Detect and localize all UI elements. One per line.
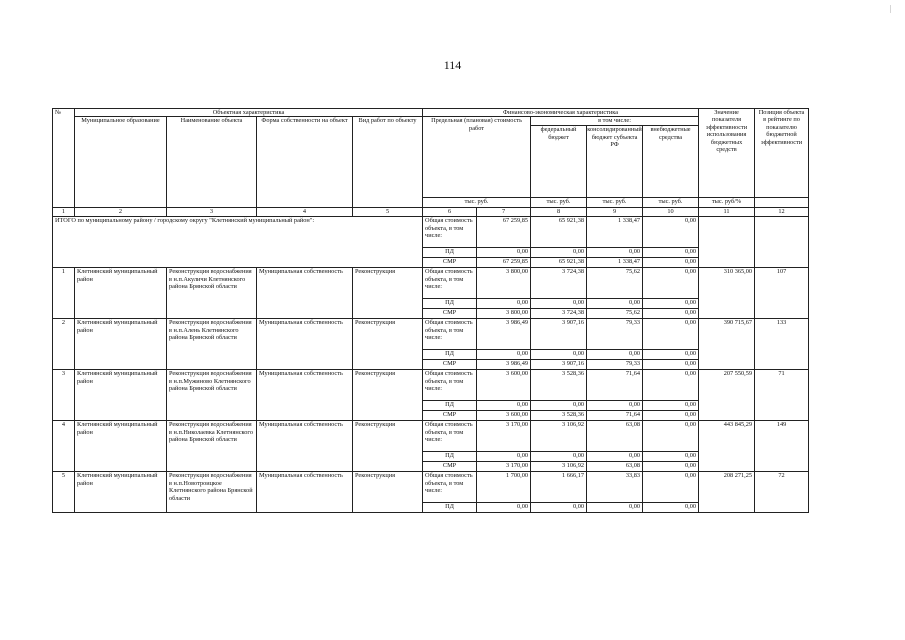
- header-rating: Позиция объекта в рейтинге по показателю бюджетной эффективности: [755, 109, 809, 198]
- object-rating: 133: [755, 319, 809, 370]
- object-extra: 0,00: [643, 421, 699, 452]
- col-index: 1: [53, 208, 75, 217]
- header-no: №: [53, 109, 75, 208]
- object-federal: 0,00: [531, 299, 587, 309]
- object-number: 5: [53, 472, 75, 513]
- total-extra: 0,00: [643, 217, 699, 248]
- object-ownership: Муниципальная собственность: [257, 370, 353, 421]
- scan-mark: |: [890, 4, 892, 13]
- object-cost: 3 800,00: [477, 309, 531, 319]
- object-extra: 0,00: [643, 268, 699, 299]
- object-extra: 0,00: [643, 350, 699, 360]
- object-consolidated: 71,64: [587, 411, 643, 421]
- col-index: 5: [353, 208, 423, 217]
- object-municipality: Клетнянский муниципальный район: [75, 370, 167, 421]
- object-name: Реконструкция водоснабжения в н.п.Алень Клетнянского района Брянской области: [167, 319, 257, 370]
- object-work-type: Реконструкция: [353, 472, 423, 513]
- total-cost: 67 259,85: [477, 217, 531, 248]
- unit-rating: [755, 198, 809, 208]
- object-extra: 0,00: [643, 401, 699, 411]
- object-federal: 0,00: [531, 452, 587, 462]
- total-rating: [755, 217, 809, 268]
- object-cost: 3 800,00: [477, 268, 531, 299]
- object-cost: 3 600,00: [477, 411, 531, 421]
- object-name: Реконструкция водоснабжения в н.п.Новотроицкое Клетнянского района Брянской области: [167, 472, 257, 513]
- object-cost-kind: СМР: [423, 462, 477, 472]
- object-extra: 0,00: [643, 503, 699, 513]
- object-cost: 0,00: [477, 350, 531, 360]
- object-federal: 1 666,17: [531, 472, 587, 503]
- total-extra: 0,00: [643, 258, 699, 268]
- col-index: 10: [643, 208, 699, 217]
- total-kind: СМР: [423, 258, 477, 268]
- col-index: 9: [587, 208, 643, 217]
- object-number: 4: [53, 421, 75, 472]
- col-index: 4: [257, 208, 353, 217]
- col-index: 11: [699, 208, 755, 217]
- object-cost-kind: ПД: [423, 350, 477, 360]
- object-federal: 0,00: [531, 401, 587, 411]
- object-extra: 0,00: [643, 360, 699, 370]
- object-extra: 0,00: [643, 472, 699, 503]
- object-cost-kind: Общая стоимость объекта, в том числе:: [423, 421, 477, 452]
- object-federal: 3 106,92: [531, 462, 587, 472]
- object-work-type: Реконструкция: [353, 370, 423, 421]
- object-consolidated: 75,62: [587, 268, 643, 299]
- object-5-row-general: [53, 472, 809, 503]
- object-name: Реконструкция водоснабжения в н.п.Мужиново Клетнянского района Брянской области: [167, 370, 257, 421]
- object-cost-kind: Общая стоимость объекта, в том числе:: [423, 472, 477, 503]
- object-cost: 0,00: [477, 452, 531, 462]
- object-cost: 3 986,49: [477, 319, 531, 350]
- object-federal: 0,00: [531, 503, 587, 513]
- header-object-name: Наименование объекта: [167, 117, 257, 208]
- object-cost-kind: СМР: [423, 411, 477, 421]
- object-cost-kind: Общая стоимость объекта, в том числе:: [423, 319, 477, 350]
- total-efficiency: [699, 217, 755, 268]
- object-rating: 107: [755, 268, 809, 319]
- object-consolidated: 75,62: [587, 309, 643, 319]
- object-ownership: Муниципальная собственность: [257, 421, 353, 472]
- total-federal: 65 921,38: [531, 258, 587, 268]
- header-row-groups: [53, 109, 809, 117]
- object-federal: 3 907,16: [531, 319, 587, 350]
- header-financial-characteristic: Финансово-экономическая характеристика: [423, 109, 699, 117]
- object-municipality: Клетнянский муниципальный район: [75, 421, 167, 472]
- unit-consolidated: тыс. руб.: [587, 198, 643, 208]
- object-cost: 3 170,00: [477, 462, 531, 472]
- object-name: Реконструкция водоснабжения в н.п.Акуличи Клетнянского района Брянской области: [167, 268, 257, 319]
- object-municipality: Клетнянский муниципальный район: [75, 268, 167, 319]
- object-consolidated: 63,08: [587, 421, 643, 452]
- object-cost: 3 600,00: [477, 370, 531, 401]
- object-federal: 3 528,36: [531, 370, 587, 401]
- object-cost-kind: ПД: [423, 503, 477, 513]
- header-municipality: Муниципальное образование: [75, 117, 167, 208]
- col-index: 6: [423, 208, 477, 217]
- object-cost-kind: СМР: [423, 360, 477, 370]
- object-consolidated: 0,00: [587, 452, 643, 462]
- object-efficiency: 208 271,25: [699, 472, 755, 513]
- object-rating: 71: [755, 370, 809, 421]
- object-extra: 0,00: [643, 319, 699, 350]
- header-incl-group: [531, 117, 699, 198]
- header-efficiency: Значение показателя эффективности использования бюджетных средств: [699, 109, 755, 198]
- object-number: 1: [53, 268, 75, 319]
- object-ownership: Муниципальная собственность: [257, 319, 353, 370]
- unit-federal: тыс. руб.: [531, 198, 587, 208]
- object-cost-kind: ПД: [423, 452, 477, 462]
- total-kind: ПД: [423, 248, 477, 258]
- total-federal: 65 921,38: [531, 217, 587, 248]
- object-1-row-general: [53, 268, 809, 299]
- object-cost: 3 170,00: [477, 421, 531, 452]
- object-municipality: Клетнянский муниципальный район: [75, 472, 167, 513]
- object-name: Реконструкция водоснабжения в н.п.Николаевка Клетнянского района Брянской области: [167, 421, 257, 472]
- object-federal: 3 907,16: [531, 360, 587, 370]
- object-extra: 0,00: [643, 370, 699, 401]
- object-work-type: Реконструкция: [353, 421, 423, 472]
- object-consolidated: 0,00: [587, 350, 643, 360]
- total-label: ИТОГО по муниципальному району / городскому округу "Клетнянский муниципальный район":: [53, 217, 423, 268]
- object-consolidated: 79,33: [587, 319, 643, 350]
- total-consolidated: 1 338,47: [587, 258, 643, 268]
- object-number: 3: [53, 370, 75, 421]
- object-ownership: Муниципальная собственность: [257, 472, 353, 513]
- object-consolidated: 71,64: [587, 370, 643, 401]
- header-work-type: Вид работ по объекту: [353, 117, 423, 208]
- object-efficiency: 207 550,59: [699, 370, 755, 421]
- object-cost: 1 700,00: [477, 472, 531, 503]
- page-number: 114: [443, 58, 462, 72]
- total-federal: 0,00: [531, 248, 587, 258]
- object-federal: 3 106,92: [531, 421, 587, 452]
- object-cost-kind: ПД: [423, 401, 477, 411]
- total-cost: 0,00: [477, 248, 531, 258]
- object-cost-kind: СМР: [423, 309, 477, 319]
- header-federal: федеральный бюджет: [531, 126, 587, 197]
- object-federal: 3 724,38: [531, 268, 587, 299]
- object-consolidated: 0,00: [587, 503, 643, 513]
- object-extra: 0,00: [643, 299, 699, 309]
- object-efficiency: 310 365,00: [699, 268, 755, 319]
- object-extra: 0,00: [643, 411, 699, 421]
- col-index: 3: [167, 208, 257, 217]
- object-federal: 3 528,36: [531, 411, 587, 421]
- col-index: 8: [531, 208, 587, 217]
- object-extra: 0,00: [643, 309, 699, 319]
- unit-extra: тыс. руб.: [643, 198, 699, 208]
- object-4-row-general: [53, 421, 809, 452]
- investment-objects-table: [52, 108, 809, 513]
- object-extra: 0,00: [643, 462, 699, 472]
- total-kind: Общая стоимость объекта, в том числе:: [423, 217, 477, 248]
- object-rating: 72: [755, 472, 809, 513]
- col-index: 2: [75, 208, 167, 217]
- object-ownership: Муниципальная собственность: [257, 268, 353, 319]
- object-consolidated: 0,00: [587, 401, 643, 411]
- object-3-row-general: [53, 370, 809, 401]
- object-consolidated: 63,08: [587, 462, 643, 472]
- header-object-characteristic: Объектная характеристика: [75, 109, 423, 117]
- total-row-general: [53, 217, 809, 248]
- object-work-type: Реконструкция: [353, 319, 423, 370]
- unit-cost: тыс. руб.: [423, 198, 531, 208]
- total-cost: 67 259,85: [477, 258, 531, 268]
- object-federal: 0,00: [531, 350, 587, 360]
- object-cost: 0,00: [477, 503, 531, 513]
- header-incl: в том числе:: [531, 117, 698, 126]
- object-cost: 0,00: [477, 401, 531, 411]
- col-index: 7: [477, 208, 531, 217]
- object-work-type: Реконструкция: [353, 268, 423, 319]
- object-consolidated: 79,33: [587, 360, 643, 370]
- unit-efficiency: тыс. руб/%: [699, 198, 755, 208]
- object-cost-kind: Общая стоимость объекта, в том числе:: [423, 268, 477, 299]
- object-2-row-general: [53, 319, 809, 350]
- header-consolidated: консолидированный бюджет субъекта РФ: [587, 126, 643, 197]
- object-efficiency: 443 845,29: [699, 421, 755, 472]
- header-cost: Предельная (плановая) стоимость работ: [423, 117, 531, 198]
- col-index: 12: [755, 208, 809, 217]
- header-incl-subcolumns: [531, 126, 698, 197]
- header-ownership: Форма собственности на объект: [257, 117, 353, 208]
- object-cost-kind: Общая стоимость объекта, в том числе:: [423, 370, 477, 401]
- object-cost-kind: ПД: [423, 299, 477, 309]
- object-federal: 3 724,38: [531, 309, 587, 319]
- object-efficiency: 390 715,67: [699, 319, 755, 370]
- object-rating: 149: [755, 421, 809, 472]
- total-extra: 0,00: [643, 248, 699, 258]
- object-cost: 3 986,49: [477, 360, 531, 370]
- header-extra: внебюджетные средства: [650, 126, 691, 141]
- object-consolidated: 0,00: [587, 299, 643, 309]
- total-consolidated: 0,00: [587, 248, 643, 258]
- object-extra: 0,00: [643, 452, 699, 462]
- object-consolidated: 33,83: [587, 472, 643, 503]
- object-municipality: Клетнянский муниципальный район: [75, 319, 167, 370]
- header-row-columns: [53, 117, 809, 198]
- object-cost: 0,00: [477, 299, 531, 309]
- object-number: 2: [53, 319, 75, 370]
- total-consolidated: 1 338,47: [587, 217, 643, 248]
- index-row: [53, 208, 809, 217]
